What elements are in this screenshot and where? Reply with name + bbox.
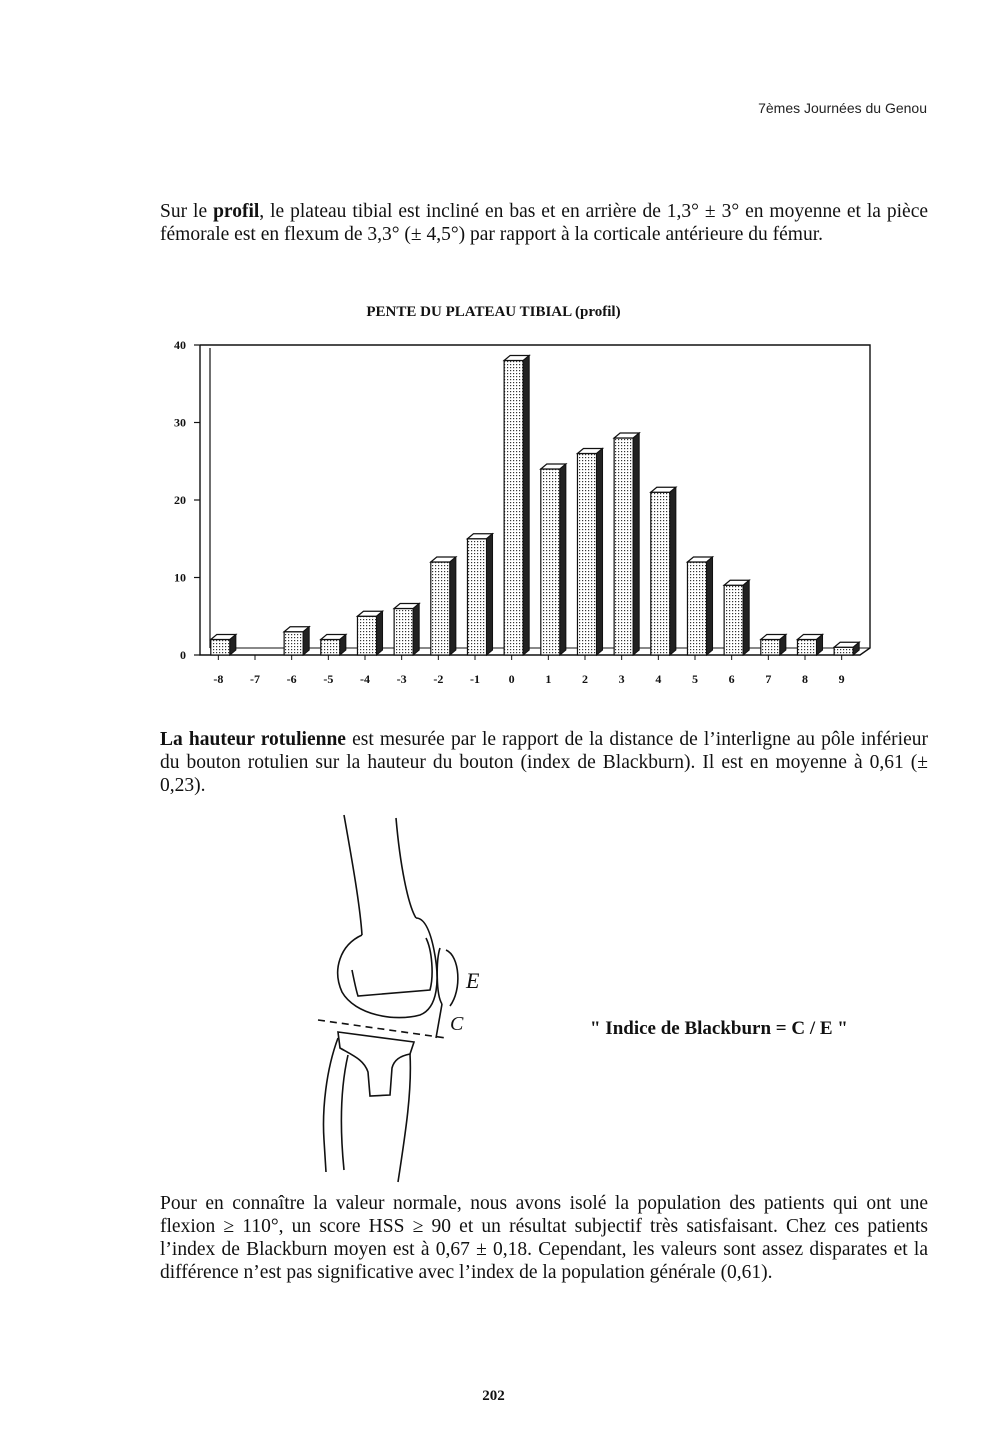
chart-frame	[200, 345, 870, 655]
x-tick-label: 0	[508, 672, 515, 686]
x-tick-label: -1	[470, 672, 480, 686]
y-tick-label: 20	[174, 493, 186, 507]
fibula	[341, 1055, 348, 1170]
bar-front	[651, 492, 670, 655]
bar-side	[487, 534, 493, 655]
knee-lateral-sketch	[300, 810, 540, 1190]
femoral-condyle	[338, 918, 437, 1018]
x-tick-label: -4	[360, 672, 370, 686]
bar	[541, 464, 566, 655]
bar	[504, 356, 529, 656]
x-tick-label: 9	[838, 672, 845, 686]
bar-side	[743, 580, 749, 655]
y-tick-label: 0	[180, 648, 186, 662]
bar-front	[431, 562, 450, 655]
p1-bold: profil	[213, 201, 260, 222]
label-c: C	[450, 1013, 464, 1035]
bar	[724, 580, 749, 655]
bar-front	[577, 454, 596, 656]
patella	[437, 948, 442, 1004]
tibia-posterior	[324, 1038, 338, 1172]
patella-outline	[446, 950, 458, 1006]
paragraph-normal-value: Pour en connaître la valeur normale, nous avons isolé la population des patients qui ont une flexion ≥ 110°, un score HSS ≥ 90 et un résultat subjectif très satisfaisant. Chez ces patients l’index de Blackburn moyen est à 0,67 ± 0,18. Cependant, les valeurs sont assez disparates et la différence n’est pas significative avec l’index de la population générale (0,61).	[160, 1193, 928, 1283]
bar	[357, 611, 382, 655]
label-e: E	[466, 968, 480, 993]
bar-front	[761, 640, 780, 656]
p1-post: , le plateau tibial est incliné en bas et en arrière de 1,3° ± 3° en moyenne et la pièce fémorale est en flexum de 3,3° (± 4,5°) par rapport à la corticale antérieure du fémur.	[160, 201, 929, 245]
bar-front	[467, 539, 486, 655]
bar-side	[670, 487, 676, 655]
tibial-slope-chart	[150, 325, 880, 695]
x-tick-label: -3	[396, 672, 407, 686]
x-tick-label: 8	[802, 672, 808, 686]
x-tick-label: 1	[545, 672, 552, 686]
bar-front	[211, 640, 230, 656]
x-tick-label: 4	[655, 672, 662, 686]
bar-side	[377, 611, 383, 655]
bar-front	[541, 469, 560, 655]
x-tick-label: 2	[582, 672, 588, 686]
bar	[211, 635, 236, 656]
femur-shaft-anterior	[396, 818, 416, 918]
bar-side	[450, 557, 456, 655]
x-tick-label: -6	[286, 672, 297, 686]
bar	[761, 635, 786, 656]
x-tick-label: 6	[728, 672, 735, 686]
p2-post: est mesurée par le rapport de la distance de l’interligne au pôle inférieur du bouton rotulien sur la hauteur du bouton (index de Blackburn). Il est en moyenne à 0,61 (± 0,23).	[160, 729, 928, 796]
bar	[687, 557, 712, 655]
bar-side	[633, 433, 639, 655]
measurement-line-c	[436, 1004, 442, 1038]
page-number: 202	[482, 1388, 505, 1404]
bars	[211, 356, 859, 656]
tibia-anterior	[398, 1054, 410, 1182]
p2-bold: La hauteur rotulienne	[160, 729, 346, 750]
joint-line	[318, 1020, 446, 1038]
y-axis	[174, 338, 200, 662]
bar	[431, 557, 456, 655]
chart-title: PENTE DU PLATEAU TIBIAL (profil)	[366, 304, 621, 320]
bar	[284, 627, 309, 655]
bar	[321, 635, 346, 656]
bar-side	[597, 449, 603, 656]
bar	[651, 487, 676, 655]
x-tick-label: -5	[323, 672, 334, 686]
femur-shaft	[344, 815, 362, 935]
x-tick-label: -8	[213, 672, 224, 686]
x-axis	[213, 655, 844, 686]
bar-front	[504, 361, 523, 656]
bar-front	[797, 640, 816, 656]
plot-frame	[200, 345, 870, 655]
tibial-tray	[338, 1032, 414, 1096]
femoral-component	[352, 938, 432, 996]
p1-pre: Sur le	[160, 201, 214, 222]
bar-side	[303, 627, 309, 655]
bar	[834, 642, 859, 655]
running-header: 7èmes Journées du Genou	[758, 100, 927, 116]
bar	[467, 534, 492, 655]
bar-front	[357, 616, 376, 655]
bar	[577, 449, 602, 656]
bar-side	[707, 557, 713, 655]
x-tick-label: 3	[618, 672, 625, 686]
x-tick-label: -7	[250, 672, 260, 686]
bar	[797, 635, 822, 656]
bar-side	[523, 356, 529, 656]
bar-side	[560, 464, 566, 655]
bar-front	[724, 585, 743, 655]
blackburn-caption: " Indice de Blackburn = C / E "	[590, 1018, 848, 1039]
y-tick-label: 30	[174, 415, 186, 430]
bar-front	[284, 632, 303, 655]
paragraph-patellar-height	[160, 728, 928, 797]
x-tick-label: 7	[765, 672, 772, 686]
bar-front	[834, 647, 853, 655]
bar-front	[687, 562, 706, 655]
x-tick-label: -2	[433, 672, 444, 686]
bar-front	[321, 640, 340, 656]
bar-front	[394, 609, 413, 656]
bar	[614, 433, 639, 655]
bar-front	[614, 438, 633, 655]
y-tick-label: 10	[174, 570, 186, 585]
x-tick-label: 5	[692, 672, 698, 686]
bar	[394, 604, 419, 656]
paragraph-profile	[160, 200, 928, 246]
y-tick-label: 40	[174, 338, 186, 352]
bar-side	[413, 604, 419, 656]
